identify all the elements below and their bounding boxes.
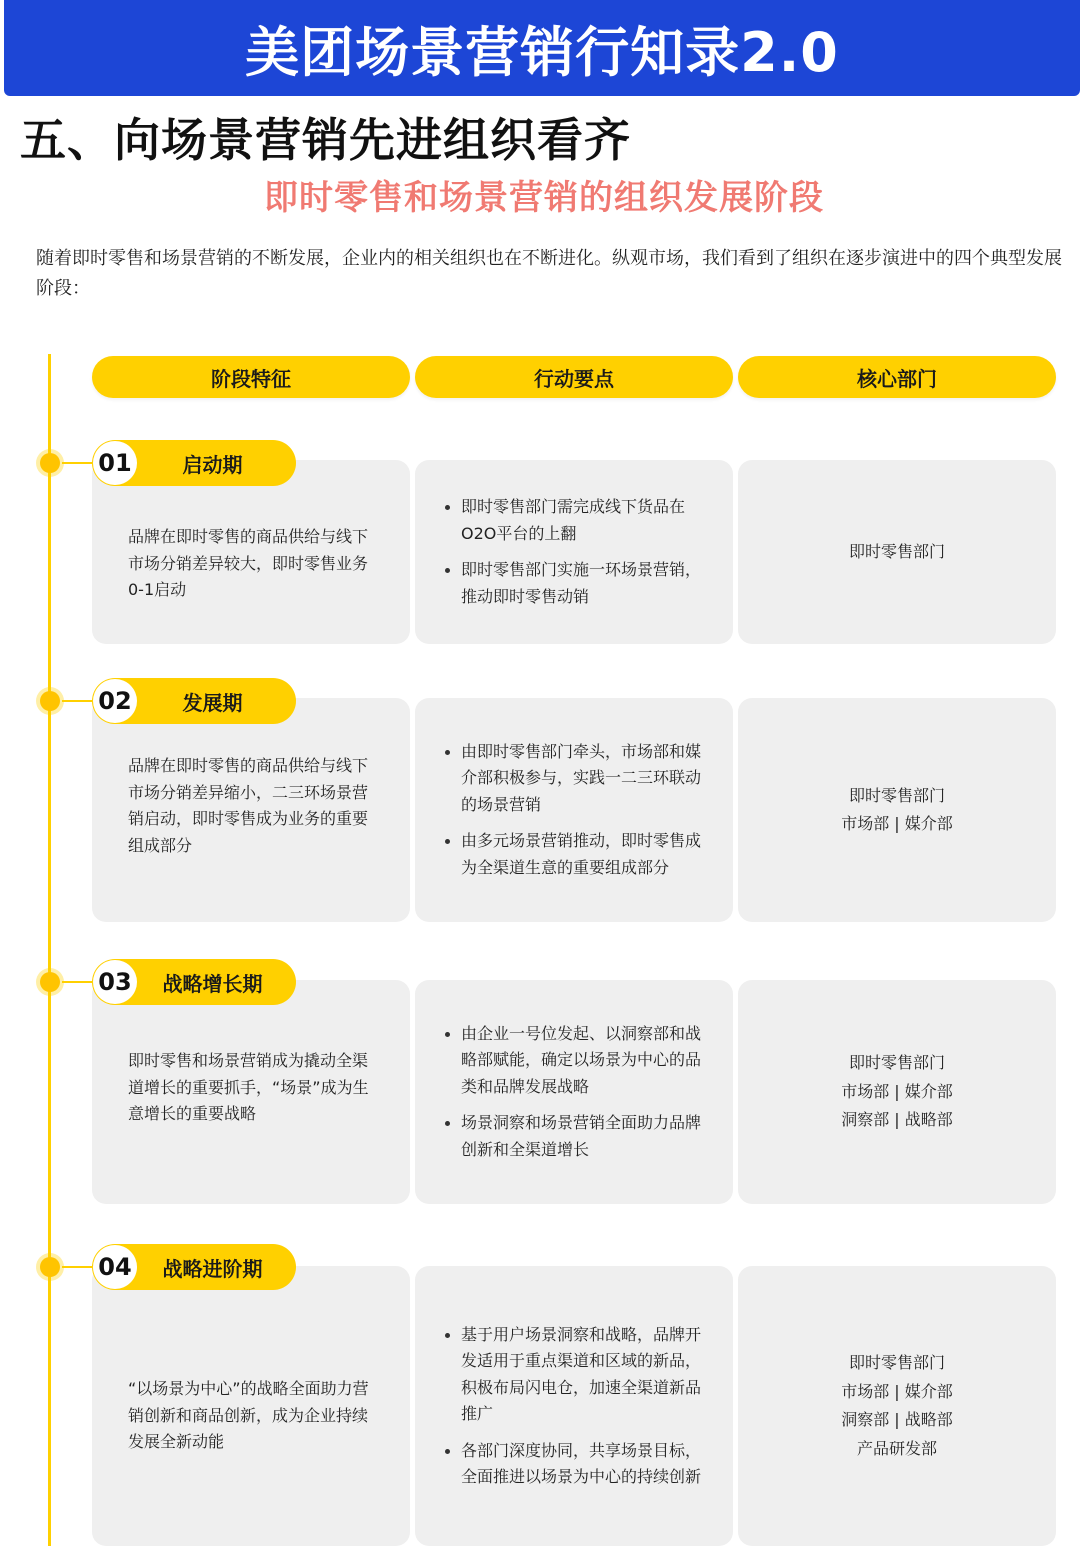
stage-pill xyxy=(92,678,296,724)
action-item: 由企业一号位发起、以洞察部和战略部赋能，确定以场景为中心的品类和品牌发展战略 xyxy=(443,1021,707,1101)
intro-paragraph: 随着即时零售和场景营销的不断发展，企业内的相关组织也在不断进化。纵观市场，我们看到了组织在逐步演进中的四个典型发展阶段： xyxy=(36,248,1062,299)
column-header-features: 阶段特征 xyxy=(92,356,410,398)
stage-connector xyxy=(62,462,92,464)
action-item: 由即时零售部门牵头，市场部和媒介部积极参与，实践一二三环联动的场景营销 xyxy=(443,739,707,819)
department-line: 产品研发部 xyxy=(856,1438,937,1458)
timeline-marker-icon xyxy=(36,968,64,996)
department-line: 即时零售部门 xyxy=(848,1053,945,1073)
stage-pill xyxy=(92,1244,296,1290)
stage-feature-text: 即时零售和场景营销成为撬动全渠道增长的重要抓手，“场景”成为生意增长的重要战略 xyxy=(128,1051,369,1124)
department-line: 即时零售部门 xyxy=(848,541,945,561)
bullet-dot-icon xyxy=(445,568,450,573)
department-line: 洞察部 | 战略部 xyxy=(841,1110,953,1130)
bullet-dot-icon xyxy=(445,750,450,755)
stage-number: 02 xyxy=(93,679,137,723)
stage-name: 启动期 xyxy=(182,452,243,477)
action-item: 基于用户场景洞察和战略，品牌开发适用于重点渠道和区域的新品，积极布局闪电仓，加速全渠道新品推广 xyxy=(443,1322,707,1428)
bullet-dot-icon xyxy=(445,1121,450,1126)
action-item: 由多元场景营销推动，即时零售成为全渠道生意的重要组成部分 xyxy=(443,828,707,881)
stage-feature-text: 品牌在即时零售的商品供给与线下市场分销差异较大，即时零售业务0-1启动 xyxy=(128,527,369,600)
bullet-dot-icon xyxy=(445,505,450,510)
stage-connector xyxy=(62,700,92,702)
stage-name: 发展期 xyxy=(182,690,243,715)
stage-name: 战略增长期 xyxy=(162,971,263,996)
stage-name: 战略进阶期 xyxy=(162,1256,263,1281)
stage-pill xyxy=(92,959,296,1005)
stage-actions-card xyxy=(415,1266,733,1546)
stage-connector xyxy=(62,1266,92,1268)
department-line: 市场部 | 媒介部 xyxy=(841,1081,953,1101)
action-item: 即时零售部门实施一环场景营销，推动即时零售动销 xyxy=(443,557,707,610)
department-line: 洞察部 | 战略部 xyxy=(841,1410,953,1429)
stage-feature-card xyxy=(92,980,410,1204)
column-header-actions: 行动要点 xyxy=(415,356,733,398)
bullet-dot-icon xyxy=(445,1333,450,1338)
bullet-dot-icon xyxy=(445,839,450,844)
timeline-marker-icon xyxy=(36,687,64,715)
timeline-line xyxy=(48,354,51,1546)
bullet-dot-icon xyxy=(445,1449,450,1454)
stage-feature-text: “以场景为中心”的战略全面助力营销创新和商品创新，成为企业持续发展全新动能 xyxy=(128,1379,369,1452)
action-item: 即时零售部门需完成线下货品在O2O平台的上翻 xyxy=(443,494,707,547)
stage-feature-text: 品牌在即时零售的商品供给与线下市场分销差异缩小，二三环场景营销启动，即时零售成为业务的重要组成部分 xyxy=(128,756,369,855)
stage-departments-card xyxy=(738,460,1056,644)
action-item: 各部门深度协同，共享场景目标，全面推进以场景为中心的持续创新 xyxy=(443,1438,707,1491)
department-line: 市场部 | 媒介部 xyxy=(841,1381,953,1401)
timeline-marker-icon xyxy=(36,1253,64,1281)
section-heading: 五、向场景营销先进组织看齐 xyxy=(20,113,631,167)
stage-feature-card xyxy=(92,1266,410,1546)
department-line: 即时零售部门 xyxy=(848,785,945,805)
department-line: 市场部 | 媒介部 xyxy=(841,814,953,833)
stage-departments-card xyxy=(738,698,1056,922)
stage-number: 01 xyxy=(93,441,137,485)
stage-pill xyxy=(92,440,296,486)
banner-title: 美团场景营销行知录2.0 xyxy=(245,20,839,84)
stage-departments-card xyxy=(738,1266,1056,1546)
stage-actions-card xyxy=(415,460,733,644)
stage-actions-card xyxy=(415,698,733,922)
subtitle: 即时零售和场景营销的组织发展阶段 xyxy=(264,178,824,218)
stage-number: 03 xyxy=(93,960,137,1004)
stage-feature-card xyxy=(92,460,410,644)
stage-actions-card xyxy=(415,980,733,1204)
stage-connector xyxy=(62,981,92,983)
department-line: 即时零售部门 xyxy=(848,1353,945,1372)
stage-number: 04 xyxy=(93,1245,137,1289)
timeline-marker-icon xyxy=(36,449,64,477)
action-item: 场景洞察和场景营销全面助力品牌创新和全渠道增长 xyxy=(443,1110,707,1163)
bullet-dot-icon xyxy=(445,1032,450,1037)
header-banner xyxy=(4,0,1080,96)
stage-feature-card xyxy=(92,698,410,922)
stage-departments-card xyxy=(738,980,1056,1204)
column-header-departments: 核心部门 xyxy=(738,356,1056,398)
